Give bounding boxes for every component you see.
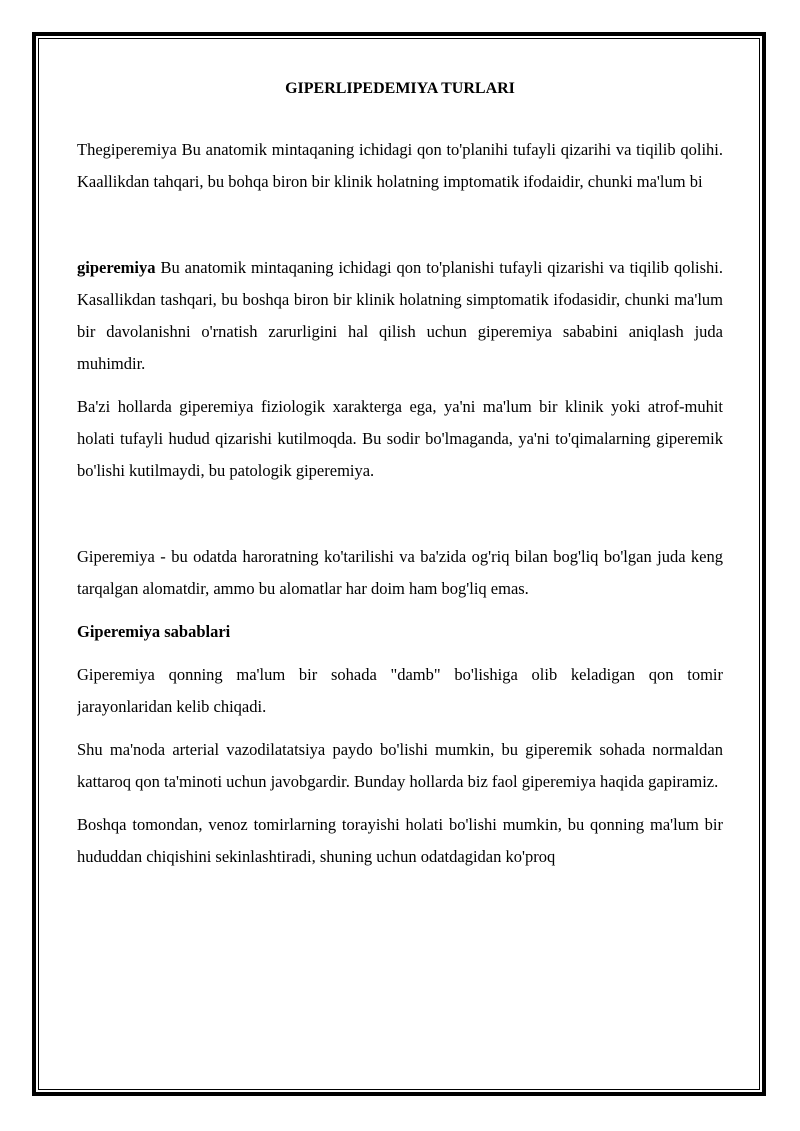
section-heading: Giperemiya sabablari bbox=[77, 622, 231, 641]
paragraph-2-term: giperemiya bbox=[77, 258, 156, 277]
paragraph-3: Ba'zi hollarda giperemiya fiziologik xarakterga ega, ya'ni ma'lum bir klinik yoki atrof-muhit holati tufayli hudud qizarishi kutilmoqda. Bu sodir bo'lmaganda, ya'ni to'qimalarning giperemik bo'lishi kutilmaydi, bu patologik giperemiya. bbox=[77, 397, 723, 480]
paragraph-5: Giperemiya qonning ma'lum bir sohada "damb" bo'lishiga olib keladigan qon tomir jarayonlaridan kelib chiqadi. bbox=[77, 665, 723, 716]
paragraph-7: Boshqa tomondan, venoz tomirlarning torayishi holati bo'lishi mumkin, bu qonning ma'lum bir hududdan chiqishini sekinlashtiradi, shuning uchun odatdagidan ko'proq bbox=[77, 815, 723, 866]
paragraph-6: Shu ma'noda arterial vazodilatatsiya paydo bo'lishi mumkin, bu giperemik sohada normaldan kattaroq qon ta'minoti uchun javobgardir. Bunday hollarda biz faol giperemiya haqida gapiramiz. bbox=[77, 740, 723, 791]
paragraph-4: Giperemiya - bu odatda haroratning ko'tarilishi va ba'zida og'riq bilan bog'liq bo'lgan juda keng tarqalgan alomatdir, ammo bu alomatlar har doim ham bog'liq emas. bbox=[77, 547, 723, 598]
spacer bbox=[77, 209, 723, 252]
document-title: GIPERLIPEDEMIYA TURLARI bbox=[285, 80, 515, 97]
paragraph-1: Thegiperemiya Bu anatomik mintaqaning ichidagi qon to'planihi tufayli qizarihi va tiqilib qolihi. Kaallikdan tahqari, bu bohqa biron bir klinik holatning imptomatik ifodaidir, chunki ma'lum bi bbox=[77, 140, 723, 191]
document-body bbox=[77, 78, 723, 1028]
spacer bbox=[77, 498, 723, 541]
paragraph-2 bbox=[77, 252, 723, 380]
paragraph-2-text: Bu anatomik mintaqaning ichidagi qon to'planishi tufayli qizarishi va tiqilib qolishi. Kasallikdan tashqari, bu boshqa biron bir klinik holatning simptomatik ifodasidir, chunki ma'lum bir davolanishni o'rnatish zarurligini hal qilish uchun giperemiya sababini aniqlash juda muhimdir. bbox=[77, 258, 723, 373]
